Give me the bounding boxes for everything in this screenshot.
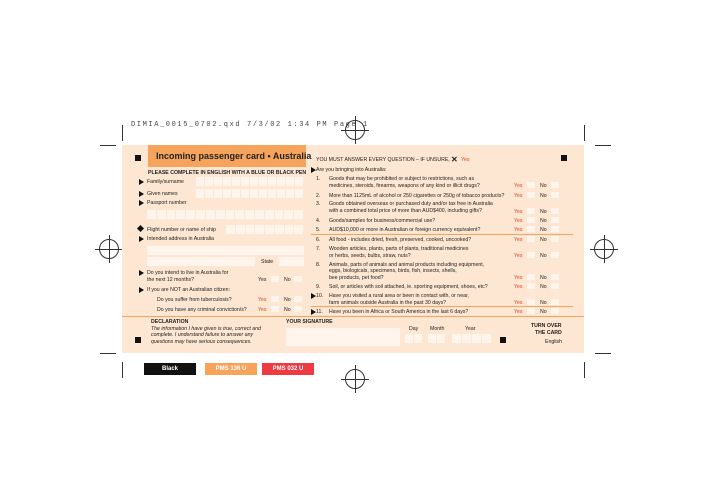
- question-number: 10.: [316, 293, 324, 299]
- unsure-yes-label: Yes: [461, 157, 470, 163]
- q4-no-label: No: [540, 218, 547, 224]
- q8-text-1: Animals, parts of animals and animal products including equipment,: [329, 262, 485, 268]
- question-number: 6.: [316, 237, 321, 243]
- q2-text: More than 1125mL of alcohol or 250 cigarettes or 250g of tobacco products?: [329, 193, 505, 199]
- q11-yes-label: Yes: [514, 309, 523, 315]
- swatch-pms-136: PMS 136 U: [205, 363, 257, 375]
- not-citizen-label: If you are NOT an Australian citizen:: [147, 287, 230, 293]
- registration-mark-bottom: [345, 369, 365, 389]
- question-number: 8.: [316, 262, 321, 268]
- live-yes-label: Yes: [258, 277, 267, 283]
- flight-number-label: Flight number or name of ship: [147, 227, 216, 233]
- corner-square-marker: [135, 155, 141, 161]
- q2-yes-label: Yes: [514, 193, 523, 199]
- tb-no-checkbox[interactable]: [294, 296, 302, 302]
- month-input[interactable]: [428, 334, 446, 343]
- q6-no-checkbox[interactable]: [551, 236, 559, 242]
- q5-no-checkbox[interactable]: [551, 226, 559, 232]
- pointer-arrow-icon: [139, 287, 144, 293]
- swatch-black: Black: [144, 363, 196, 375]
- live-question-line2: the next 12 months?: [147, 277, 195, 283]
- address-label: Intended address in Australia: [147, 236, 214, 242]
- pointer-arrow-icon: [139, 200, 144, 206]
- flight-number-input[interactable]: [226, 225, 304, 234]
- q9-yes-checkbox[interactable]: [527, 283, 535, 289]
- q8-text-3: bee products, pet food?: [329, 275, 384, 281]
- q7-yes-checkbox[interactable]: [527, 252, 535, 258]
- q7-text-2: or herbs, seeds, bulbs, straw, nuts?: [329, 253, 411, 259]
- crime-question: Do you have any criminal conviction/s?: [157, 307, 247, 313]
- live-question-line1: Do you intend to live in Australia for: [147, 270, 229, 276]
- declaration-title: DECLARATION: [151, 319, 189, 325]
- q10-yes-checkbox[interactable]: [527, 299, 535, 305]
- q11-text: Have you been in Africa or South America in the last 6 days?: [329, 309, 469, 315]
- q5-text: AUD$10,000 or more in Australian or foreign currency equivalent?: [329, 227, 481, 233]
- q4-text: Goods/samples for business/commercial use?: [329, 218, 436, 224]
- registration-mark-right: [594, 239, 614, 259]
- address-line-2-input[interactable]: [147, 257, 255, 266]
- declaration-line-1: The information I have given is true, correct and: [151, 326, 261, 332]
- question-number: 11.: [316, 309, 323, 315]
- question-number: 4.: [316, 218, 321, 224]
- tb-no-label: No: [284, 297, 291, 303]
- turn-over-text: TURN OVER: [531, 323, 562, 329]
- year-label: Year: [465, 326, 476, 332]
- day-input[interactable]: [405, 334, 423, 343]
- q3-text-1: Goods obtained overseas or purchased duty and/or tax free in Australia: [329, 201, 493, 207]
- corner-square-marker: [135, 337, 141, 343]
- signature-label: YOUR SIGNATURE: [286, 319, 333, 325]
- q1-text-1: Goods that may be prohibited or subject to restrictions, such as: [329, 176, 475, 182]
- crime-yes-checkbox[interactable]: [271, 306, 279, 312]
- signature-field[interactable]: [286, 328, 400, 346]
- tb-yes-checkbox[interactable]: [271, 296, 279, 302]
- state-label: State: [261, 259, 274, 265]
- instruction-text: PLEASE COMPLETE IN ENGLISH WITH A BLUE OR BLACK PEN: [148, 170, 307, 176]
- q7-text-1: Wooden articles, plants, parts of plants, traditional medicines: [329, 246, 469, 252]
- q6-yes-checkbox[interactable]: [527, 236, 535, 242]
- q8-text-2: eggs, biologicals, specimens, birds, fish, insects, shells,: [329, 268, 457, 274]
- passport-number-input[interactable]: [147, 210, 304, 219]
- swatch-pms-032: PMS 032 U: [262, 363, 314, 375]
- divider: [311, 234, 573, 235]
- crop-mark: [100, 145, 116, 146]
- q11-no-label: No: [540, 309, 547, 315]
- q3-no-label: No: [540, 209, 547, 215]
- q10-yes-label: Yes: [514, 300, 523, 306]
- given-names-input[interactable]: [196, 189, 304, 198]
- bringing-label: Are you bringing into Australia:: [316, 167, 387, 173]
- question-number: 3.: [316, 201, 321, 207]
- q1-no-label: No: [540, 183, 547, 189]
- divider: [311, 306, 573, 307]
- address-line-1-input[interactable]: [147, 246, 304, 255]
- q4-yes-label: Yes: [514, 218, 523, 224]
- tb-question: Do you suffer from tuberculosis?: [157, 297, 232, 303]
- q7-yes-label: Yes: [514, 253, 523, 259]
- q1-no-checkbox[interactable]: [551, 182, 559, 188]
- question-number: 2.: [316, 193, 321, 199]
- tb-yes-label: Yes: [258, 297, 267, 303]
- q1-text-2: medicines, steroids, firearms, weapons of any kind or illicit drugs?: [329, 183, 480, 189]
- crop-mark: [122, 362, 123, 378]
- q4-yes-checkbox[interactable]: [527, 217, 535, 223]
- q3-no-checkbox[interactable]: [551, 208, 559, 214]
- q9-text: Soil, or articles with soil attached, ie. sporting equipment, shoes, etc?: [329, 284, 488, 290]
- q11-no-checkbox[interactable]: [551, 308, 559, 314]
- print-slug: DIMIA_0015_0702.qxd 7/3/02 1:34 PM Page 1: [131, 121, 369, 129]
- family-name-label: Family/surname: [147, 179, 184, 185]
- q3-text-2: with a combined total price of more than AUD$400, including gifts?: [329, 208, 482, 214]
- crop-mark: [122, 125, 123, 141]
- q10-no-checkbox[interactable]: [551, 299, 559, 305]
- pointer-arrow-icon: [139, 236, 144, 242]
- q9-yes-label: Yes: [514, 284, 523, 290]
- q6-text: All food - includes dried, fresh, preserved, cooked, uncooked?: [329, 237, 472, 243]
- question-number: 9.: [316, 284, 321, 290]
- crime-no-checkbox[interactable]: [294, 306, 302, 312]
- corner-square-marker: [500, 337, 506, 343]
- q11-yes-checkbox[interactable]: [527, 308, 535, 314]
- q8-yes-checkbox[interactable]: [527, 274, 535, 280]
- card-title: Incoming passenger card • Australia: [156, 151, 312, 161]
- divider: [122, 316, 584, 317]
- q5-yes-checkbox[interactable]: [527, 226, 535, 232]
- live-no-checkbox[interactable]: [294, 276, 302, 282]
- q10-text-1: Have you visited a rural area or been in contact with, or near,: [329, 293, 469, 299]
- family-name-input[interactable]: [196, 177, 304, 186]
- q2-yes-checkbox[interactable]: [527, 192, 535, 198]
- state-input[interactable]: [279, 257, 304, 266]
- q8-no-label: No: [540, 275, 547, 281]
- question-number: 7.: [316, 246, 321, 252]
- q9-no-label: No: [540, 284, 547, 290]
- registration-mark-top: [345, 120, 365, 140]
- turn-over-text-2: THE CARD: [535, 330, 562, 336]
- pointer-arrow-icon: [139, 179, 144, 185]
- q5-no-label: No: [540, 227, 547, 233]
- q10-no-label: No: [540, 300, 547, 306]
- pointer-arrow-icon: [139, 270, 144, 276]
- live-no-label: No: [284, 277, 291, 283]
- given-names-label: Given names: [147, 191, 178, 197]
- language-label: English: [545, 339, 563, 345]
- q7-no-label: No: [540, 253, 547, 259]
- must-answer-text: YOU MUST ANSWER EVERY QUESTION – IF UNSURE,: [316, 157, 450, 163]
- q2-no-checkbox[interactable]: [551, 192, 559, 198]
- registration-mark-left: [99, 239, 119, 259]
- live-yes-checkbox[interactable]: [271, 276, 279, 282]
- question-number: 5.: [316, 227, 321, 233]
- declaration-line-3: questions may have serious consequences.: [151, 339, 252, 345]
- q3-yes-label: Yes: [514, 209, 523, 215]
- q6-no-label: No: [540, 237, 547, 243]
- pointer-arrow-icon: [139, 191, 144, 197]
- crime-yes-label: Yes: [258, 307, 267, 313]
- question-number: 1.: [316, 176, 321, 182]
- passport-number-label: Passport number: [147, 200, 187, 206]
- day-label: Day: [409, 326, 419, 332]
- q5-yes-label: Yes: [514, 227, 523, 233]
- month-label: Month: [430, 326, 445, 332]
- q7-no-checkbox[interactable]: [551, 252, 559, 258]
- crop-mark: [100, 353, 116, 354]
- q10-text-2: farm animals outside Australia in the past 30 days?: [329, 300, 447, 306]
- cross-mark-icon: ✕: [451, 155, 458, 164]
- q1-yes-label: Yes: [514, 183, 523, 189]
- crop-mark: [584, 125, 585, 141]
- crop-mark: [595, 353, 611, 354]
- corner-square-marker: [561, 155, 567, 161]
- crime-no-label: No: [284, 307, 291, 313]
- q3-yes-checkbox[interactable]: [527, 208, 535, 214]
- crop-mark: [584, 362, 585, 378]
- q9-no-checkbox[interactable]: [551, 283, 559, 289]
- q4-no-checkbox[interactable]: [551, 217, 559, 223]
- crop-mark: [595, 145, 611, 146]
- year-input[interactable]: [452, 334, 492, 343]
- q8-yes-label: Yes: [514, 275, 523, 281]
- q2-no-label: No: [540, 193, 547, 199]
- q1-yes-checkbox[interactable]: [527, 182, 535, 188]
- q6-yes-label: Yes: [514, 237, 523, 243]
- declaration-line-2: complete. I understand failure to answer any: [151, 332, 254, 338]
- q8-no-checkbox[interactable]: [551, 274, 559, 280]
